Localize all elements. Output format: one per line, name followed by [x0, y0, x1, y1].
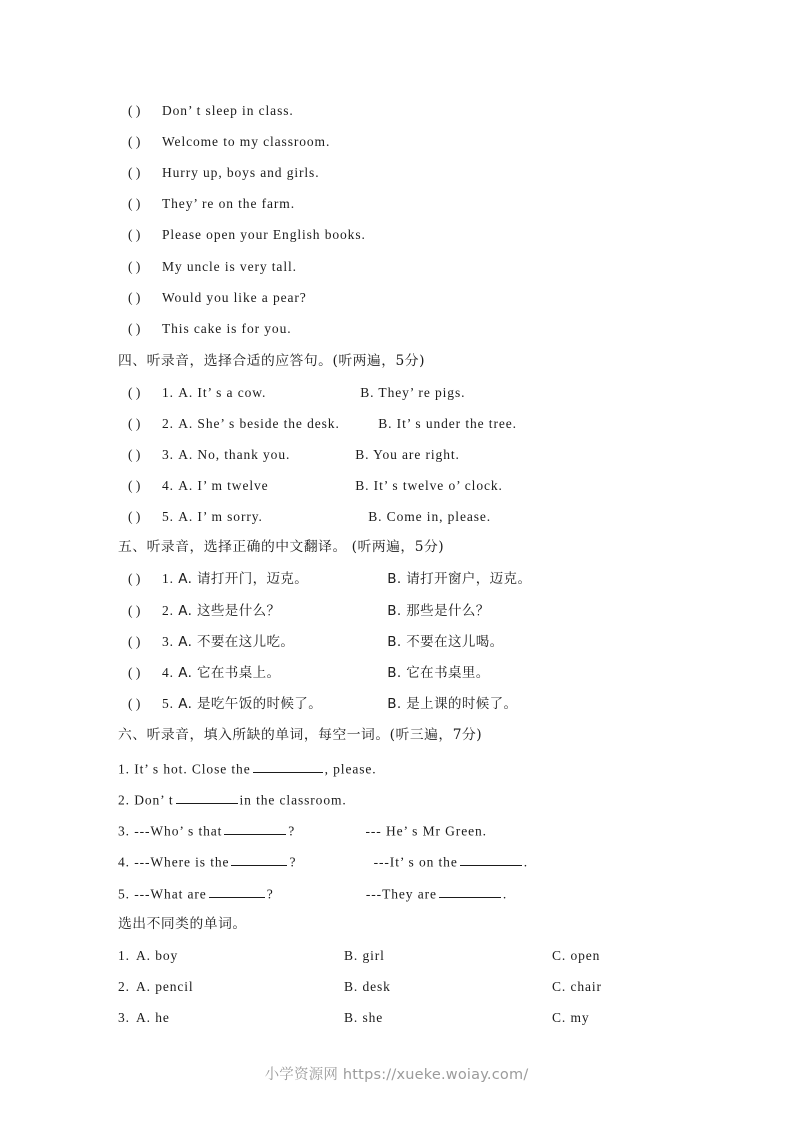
list-item[interactable] [128, 228, 366, 242]
question-row[interactable] [128, 417, 517, 431]
dialogue-answer-prefix: ---It’ s on the [373, 854, 458, 870]
option-a[interactable]: A. It’ s a cow. [178, 385, 267, 400]
answer-bracket[interactable]: ( ) [128, 165, 141, 180]
blank-input[interactable] [460, 854, 522, 866]
fill-blank-suffix: ? [288, 823, 296, 839]
question-number: 2. [162, 416, 174, 431]
section-six-heading: 六、听录音，填入所缺的单词，每空一词。(听三遍，7分) [118, 727, 483, 743]
option-b[interactable]: B. It’ s twelve o’ clock. [355, 478, 503, 493]
blank-input[interactable] [439, 886, 501, 898]
fill-blank-prefix: ---What are [134, 886, 207, 902]
question-number: 1. [118, 948, 130, 963]
question-row[interactable] [128, 697, 517, 712]
list-item[interactable] [128, 135, 330, 149]
dialogue-answer-prefix: ---They are [365, 886, 437, 902]
answer-bracket[interactable]: ( ) [128, 665, 141, 680]
option-c[interactable]: C. my [552, 1010, 590, 1025]
question-row[interactable] [128, 604, 490, 619]
question-number: 4. [162, 665, 174, 680]
question-number: 1. [118, 761, 130, 777]
answer-bracket[interactable]: ( ) [128, 634, 141, 649]
question-number: 3. [118, 1010, 130, 1025]
option-c[interactable]: C. open [552, 948, 601, 963]
answer-bracket[interactable]: ( ) [128, 509, 141, 524]
question-row[interactable] [128, 448, 460, 462]
option-a[interactable]: A. 不要在这儿吃。 [178, 634, 295, 650]
dialogue-answer-suffix: . [502, 886, 508, 902]
question-number: 5. [118, 886, 130, 902]
section-five-heading: 五、听录音，选择正确的中文翻译。 (听两遍，5分) [118, 539, 445, 555]
answer-bracket[interactable]: ( ) [128, 696, 141, 711]
option-a[interactable]: A. She’ s beside the desk. [178, 416, 340, 431]
list-item-text: Please open your English books. [162, 227, 366, 242]
question-row[interactable] [128, 666, 490, 681]
fill-blank-row[interactable] [118, 761, 377, 776]
question-row[interactable] [128, 510, 491, 524]
list-item-text: My uncle is very tall. [162, 259, 297, 274]
question-number: 1. [162, 385, 174, 400]
fill-blank-prefix: Don’ t [134, 792, 174, 808]
question-number: 3. [162, 634, 174, 649]
watermark: 小学资源网 https://xueke.woiay.com/ [264, 1067, 529, 1083]
question-row[interactable] [128, 635, 504, 650]
option-a[interactable]: A. I’ m sorry. [178, 509, 263, 524]
answer-bracket[interactable]: ( ) [128, 290, 141, 305]
answer-bracket[interactable]: ( ) [128, 196, 141, 211]
option-a[interactable]: A. boy [136, 948, 179, 963]
list-item[interactable] [128, 166, 320, 180]
question-row[interactable] [128, 572, 531, 587]
question-number: 3. [162, 447, 174, 462]
question-number: 1. [162, 571, 174, 586]
option-b[interactable]: B. It’ s under the tree. [378, 416, 517, 431]
blank-input[interactable] [224, 823, 286, 835]
fill-blank-suffix: ? [289, 854, 297, 870]
question-number: 2. [162, 603, 174, 618]
question-number: 2. [118, 792, 130, 808]
fill-blank-prefix: ---Who’ s that [134, 823, 223, 839]
fill-blank-suffix: ? [266, 886, 274, 902]
fill-blank-row[interactable] [118, 792, 347, 807]
answer-bracket[interactable]: ( ) [128, 478, 141, 493]
fill-blank-suffix: in the classroom. [239, 792, 347, 808]
option-b[interactable]: B. 那些是什么？ [387, 603, 490, 619]
section-four-heading: 四、听录音，选择合适的应答句。(听两遍，5分) [118, 353, 425, 369]
vocab-row[interactable] [118, 1011, 590, 1025]
blank-input[interactable] [176, 792, 238, 804]
option-b[interactable]: B. They’ re pigs. [360, 385, 466, 400]
vocab-row[interactable] [118, 980, 602, 994]
question-row[interactable] [128, 479, 503, 493]
blank-input[interactable] [253, 761, 323, 773]
list-item[interactable] [128, 322, 292, 336]
dialogue-answer-suffix: . [523, 854, 529, 870]
fill-blank-row[interactable] [118, 854, 528, 869]
answer-bracket[interactable]: ( ) [128, 603, 141, 618]
answer-bracket[interactable]: ( ) [128, 385, 141, 400]
list-item[interactable] [128, 197, 295, 211]
blank-input[interactable] [231, 854, 287, 866]
answer-bracket[interactable]: ( ) [128, 134, 141, 149]
list-item-text: Would you like a pear? [162, 290, 307, 305]
answer-bracket[interactable]: ( ) [128, 259, 141, 274]
fill-blank-prefix: It’ s hot. Close the [134, 761, 251, 777]
list-item-text: They’ re on the farm. [162, 196, 295, 211]
option-a[interactable]: A. he [136, 1010, 170, 1025]
option-a[interactable]: A. 这些是什么？ [178, 603, 281, 619]
list-item[interactable] [128, 260, 297, 274]
option-a[interactable]: A. pencil [136, 979, 194, 994]
option-b[interactable]: B. 是上课的时候了。 [387, 696, 518, 712]
vocab-row[interactable] [118, 949, 600, 963]
question-number: 4. [162, 478, 174, 493]
fill-blank-prefix: ---Where is the [134, 854, 230, 870]
fill-blank-row[interactable] [118, 823, 487, 838]
option-b[interactable]: B. girl [344, 948, 385, 963]
option-a[interactable]: A. 它在书桌上。 [178, 665, 281, 681]
answer-bracket[interactable]: ( ) [128, 227, 141, 242]
answer-bracket[interactable]: ( ) [128, 571, 141, 586]
question-number: 4. [118, 854, 130, 870]
option-c[interactable]: C. chair [552, 979, 602, 994]
list-item-text: Hurry up, boys and girls. [162, 165, 320, 180]
question-number: 2. [118, 979, 130, 994]
question-number: 5. [162, 696, 174, 711]
option-a[interactable]: A. No, thank you. [178, 447, 291, 462]
option-a[interactable]: A. 是吃午饭的时候了。 [178, 696, 323, 712]
option-b[interactable]: B. 它在书桌里。 [387, 665, 490, 681]
question-number: 3. [118, 823, 130, 839]
list-item-text: Don’ t sleep in class. [162, 103, 294, 118]
list-item-text: This cake is for you. [162, 321, 292, 336]
vocab-section-heading: 选出不同类的单词。 [118, 916, 247, 932]
list-item-text: Welcome to my classroom. [162, 134, 331, 149]
answer-bracket[interactable]: ( ) [128, 447, 141, 462]
option-a[interactable]: A. I’ m twelve [178, 478, 269, 493]
option-a[interactable]: A. 请打开门，迈克。 [178, 571, 309, 587]
option-b[interactable]: B. she [344, 1010, 384, 1025]
dialogue-answer: --- He’ s Mr Green. [365, 823, 487, 839]
list-item[interactable] [128, 291, 307, 305]
list-item[interactable] [128, 104, 294, 118]
answer-bracket[interactable]: ( ) [128, 103, 141, 118]
option-b[interactable]: B. 不要在这儿喝。 [387, 634, 504, 650]
fill-blank-suffix: , please. [324, 761, 377, 777]
answer-bracket[interactable]: ( ) [128, 416, 141, 431]
question-row[interactable] [128, 386, 465, 400]
answer-bracket[interactable]: ( ) [128, 321, 141, 336]
option-b[interactable]: B. 请打开窗户，迈克。 [387, 571, 532, 587]
fill-blank-row[interactable] [118, 886, 507, 901]
question-number: 5. [162, 509, 174, 524]
option-b[interactable]: B. You are right. [355, 447, 460, 462]
option-b[interactable]: B. desk [344, 979, 391, 994]
blank-input[interactable] [209, 886, 265, 898]
option-b[interactable]: B. Come in, please. [368, 509, 492, 524]
